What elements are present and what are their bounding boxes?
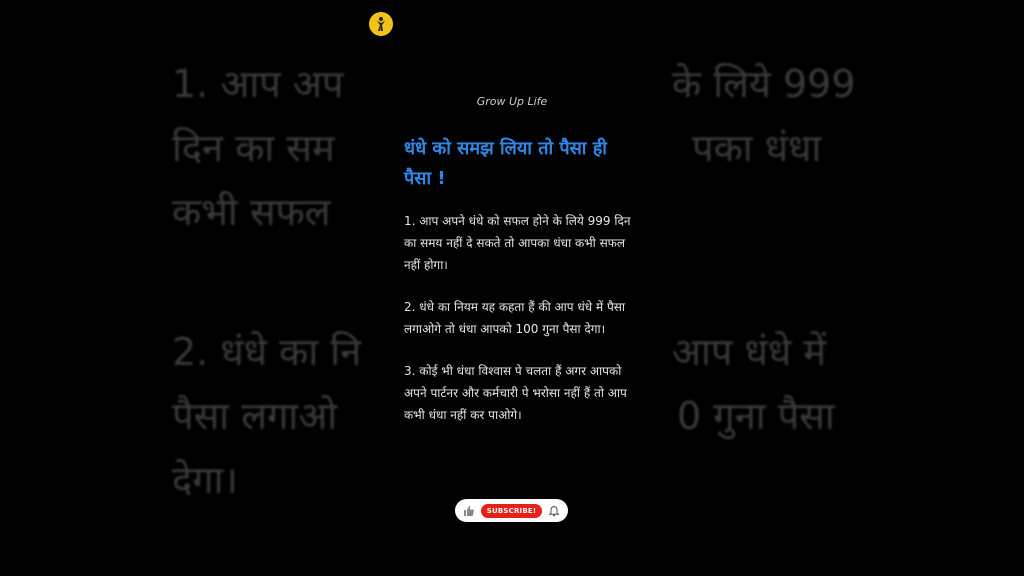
bg-line: 2. धंधे का नि — [172, 330, 362, 374]
bg-line: के लिये 999 — [672, 62, 856, 106]
bg-line: देगा। — [172, 458, 238, 502]
point-3: 3. कोई भी धंधा विश्वास पे चलता हैं अगर आपको अपने पार्टनर और कर्मचारी पे भरोसा नहीं हैं तो आप कभी धंधा नहीं कर पाओगे। — [404, 364, 627, 422]
headline: धंधे को समझ लिया तो पैसा ही पैसा ! — [404, 138, 607, 189]
channel-name: Grow Up Life — [476, 95, 548, 108]
bg-line: 1. आप अप — [172, 62, 344, 106]
points-list — [404, 210, 644, 446]
thumbs-up-icon[interactable] — [463, 505, 475, 517]
subscribe-bar[interactable] — [455, 499, 568, 522]
bg-line: आप धंधे में — [672, 330, 827, 374]
point-2: 2. धंधे का नियम यह कहता हैं की आप धंधे में पैसा लगाओगे तो धंधा आपको 100 गुना पैसा देगा। — [404, 300, 626, 336]
bg-line: पैसा लगाओ — [172, 394, 338, 438]
bg-line: दिन का सम — [172, 126, 335, 170]
person-logo-icon — [369, 12, 393, 36]
bg-line: कभी सफल — [172, 190, 331, 234]
bg-line: 0 गुना पैसा — [677, 394, 835, 438]
subscribe-button[interactable]: SUBSCRIBE! — [481, 504, 543, 518]
point-1: 1. आप अपने धंधे को सफल होने के लिये 999 दिन का समय नहीं दे सकते तो आपका धंधा कभी सफल नहीं होगा। — [404, 214, 631, 272]
bell-icon[interactable] — [548, 505, 560, 517]
bg-line: पका धंधा — [692, 126, 822, 170]
